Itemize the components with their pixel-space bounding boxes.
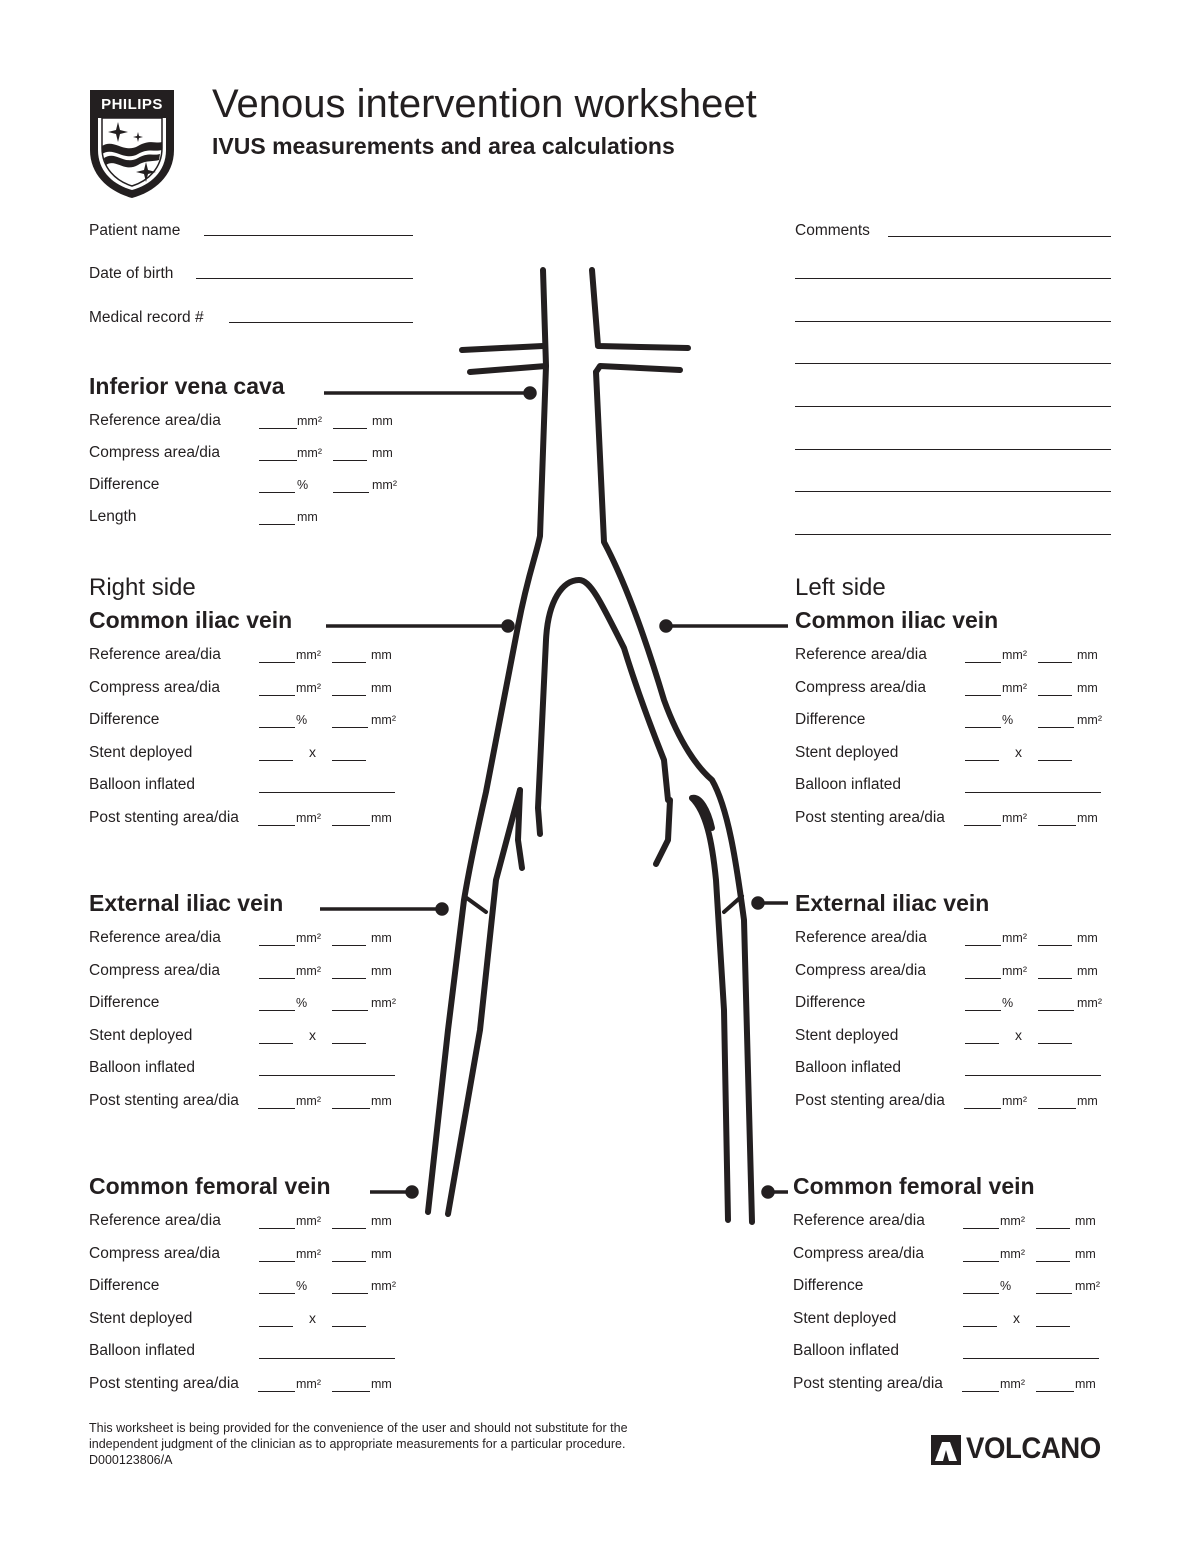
unit-label: mm (371, 681, 392, 695)
unit-label: mm² (372, 478, 397, 492)
post-stenting-label: Post stenting area/dia (795, 1092, 945, 1109)
post-dia-field[interactable] (1038, 1108, 1076, 1109)
compress-dia-field[interactable] (332, 1261, 366, 1262)
unit-label: mm (1077, 1094, 1098, 1108)
ivc-length-field[interactable] (259, 524, 295, 525)
reference-label: Reference area/dia (793, 1212, 925, 1229)
unit-label: mm (372, 414, 393, 428)
unit-label: mm (371, 1247, 392, 1261)
compress-label: Compress area/dia (89, 1245, 220, 1262)
stent-length-field[interactable] (332, 760, 366, 761)
balloon-field[interactable] (259, 1358, 395, 1359)
page-subtitle: IVUS measurements and area calculations (212, 133, 675, 159)
unit-label: mm (1075, 1214, 1096, 1228)
compress-dia-field[interactable] (1036, 1261, 1070, 1262)
unit-label: mm (1077, 964, 1098, 978)
unit-label: mm (1075, 1247, 1096, 1261)
unit-label: mm² (297, 446, 322, 460)
difference-pct-field[interactable] (965, 727, 1001, 728)
ivc-left-wall-top (470, 270, 546, 372)
stent-label: Stent deployed (795, 1027, 899, 1044)
balloon-field[interactable] (259, 1075, 395, 1076)
unit-label: mm (297, 510, 318, 524)
unit-label: mm² (297, 414, 322, 428)
stent-label: Stent deployed (89, 744, 193, 761)
balloon-label: Balloon inflated (795, 1059, 901, 1076)
left-common-iliac-fields (795, 646, 1135, 906)
stent-length-field[interactable] (332, 1043, 366, 1044)
right-side-heading: Right side (89, 574, 196, 601)
times-label: x (1015, 1027, 1022, 1043)
unit-label: mm (371, 811, 392, 825)
unit-label: mm² (371, 713, 396, 727)
compress-dia-field[interactable] (332, 978, 366, 979)
ivc-diff-pct-field[interactable] (259, 492, 295, 493)
post-dia-field[interactable] (332, 1108, 370, 1109)
difference-area-field[interactable] (1036, 1293, 1072, 1294)
disclaimer (89, 1420, 628, 1468)
unit-label: mm (371, 964, 392, 978)
document-code: D000123806/A (89, 1453, 173, 1467)
compress-area-field[interactable] (259, 978, 295, 979)
stent-length-field[interactable] (332, 1326, 366, 1327)
stent-label: Stent deployed (795, 744, 899, 761)
difference-area-field[interactable] (1038, 727, 1074, 728)
unit-label: mm (1077, 811, 1098, 825)
ivc-length-label: Length (89, 508, 137, 525)
balloon-field[interactable] (965, 1075, 1101, 1076)
left-side-heading: Left side (795, 574, 886, 601)
reference-area-field[interactable] (963, 1228, 999, 1229)
stent-width-field[interactable] (259, 760, 293, 761)
compress-label: Compress area/dia (89, 962, 220, 979)
stent-width-field[interactable] (259, 1326, 293, 1327)
unit-label: mm² (1002, 811, 1027, 825)
unit-label: mm (371, 1214, 392, 1228)
difference-label: Difference (89, 994, 160, 1011)
unit-label: mm (1077, 648, 1098, 662)
post-stenting-label: Post stenting area/dia (793, 1375, 943, 1392)
compress-label: Compress area/dia (89, 679, 220, 696)
reference-dia-field[interactable] (1038, 945, 1072, 946)
unit-label: % (297, 478, 309, 492)
unit-label: mm² (296, 648, 321, 662)
stent-width-field[interactable] (259, 1043, 293, 1044)
stent-label: Stent deployed (89, 1310, 193, 1327)
compress-area-field[interactable] (965, 695, 1001, 696)
reference-label: Reference area/dia (89, 929, 221, 946)
balloon-label: Balloon inflated (89, 1342, 195, 1359)
unit-label: mm² (1000, 1377, 1025, 1391)
stent-length-field[interactable] (1036, 1326, 1070, 1327)
stent-label: Stent deployed (89, 1027, 193, 1044)
right-external-iliac-heading: External iliac vein (89, 890, 284, 916)
balloon-field[interactable] (965, 792, 1101, 793)
unit-label: mm² (296, 964, 321, 978)
right-common-femoral-heading: Common femoral vein (89, 1173, 331, 1199)
reference-area-field[interactable] (259, 945, 295, 946)
unit-label: mm² (296, 1377, 321, 1391)
times-label: x (309, 744, 316, 760)
post-stenting-label: Post stenting area/dia (795, 809, 945, 826)
difference-pct-field[interactable] (259, 1010, 295, 1011)
balloon-label: Balloon inflated (793, 1342, 899, 1359)
balloon-field[interactable] (963, 1358, 1099, 1359)
unit-label: mm² (1077, 713, 1102, 727)
dob-label: Date of birth (89, 265, 174, 282)
ivc-ref-area-field[interactable] (259, 428, 297, 429)
difference-pct-field[interactable] (259, 727, 295, 728)
unit-label: mm (1077, 931, 1098, 945)
balloon-label: Balloon inflated (89, 1059, 195, 1076)
unit-label: mm² (1002, 681, 1027, 695)
post-area-field[interactable] (962, 1391, 999, 1392)
reference-dia-field[interactable] (332, 945, 366, 946)
unit-label: mm² (371, 996, 396, 1010)
right-common-iliac-fields (89, 646, 429, 906)
times-label: x (309, 1310, 316, 1326)
difference-area-field[interactable] (332, 727, 368, 728)
post-area-field[interactable] (258, 1391, 295, 1392)
difference-pct-field[interactable] (259, 1293, 295, 1294)
unit-label: mm² (1002, 1094, 1027, 1108)
post-dia-field[interactable] (332, 1391, 370, 1392)
unit-label: mm² (296, 811, 321, 825)
mrn-label: Medical record # (89, 309, 204, 326)
post-dia-field[interactable] (332, 825, 370, 826)
reference-dia-field[interactable] (1038, 662, 1072, 663)
difference-label: Difference (89, 1277, 160, 1294)
compress-label: Compress area/dia (795, 962, 926, 979)
unit-label: mm² (296, 1094, 321, 1108)
unit-label: mm (1075, 1377, 1096, 1391)
unit-label: mm² (1000, 1247, 1025, 1261)
volcano-mark-icon (930, 1434, 962, 1466)
reference-dia-field[interactable] (332, 1228, 366, 1229)
post-area-field[interactable] (964, 825, 1001, 826)
left-external-iliac-fields (795, 929, 1135, 1189)
unit-label: mm² (1077, 996, 1102, 1010)
reference-label: Reference area/dia (89, 646, 221, 663)
unit-label: mm (1077, 681, 1098, 695)
unit-label: % (1002, 713, 1014, 727)
page-title: Venous intervention worksheet (212, 82, 757, 126)
compress-dia-field[interactable] (332, 695, 366, 696)
left-common-femoral-heading: Common femoral vein (793, 1173, 1035, 1199)
difference-label: Difference (795, 711, 866, 728)
unit-label: % (1000, 1279, 1012, 1293)
unit-label: mm² (1002, 931, 1027, 945)
compress-area-field[interactable] (259, 1261, 295, 1262)
right-common-iliac-heading: Common iliac vein (89, 607, 293, 633)
unit-label: mm² (296, 681, 321, 695)
ivc-comp-label: Compress area/dia (89, 444, 220, 461)
unit-label: mm (371, 931, 392, 945)
ivc-diff-label: Difference (89, 476, 160, 493)
unit-label: % (296, 1279, 308, 1293)
disclaimer-line: independent judgment of the clinician as to appropriate measurements for a particular procedure. (89, 1437, 626, 1451)
comments-label: Comments (795, 222, 870, 239)
unit-label: mm (371, 1377, 392, 1391)
balloon-field[interactable] (259, 792, 395, 793)
difference-label: Difference (795, 994, 866, 1011)
difference-label: Difference (89, 711, 160, 728)
stent-width-field[interactable] (965, 1043, 999, 1044)
stent-length-field[interactable] (1038, 760, 1072, 761)
unit-label: % (296, 713, 308, 727)
left-common-iliac-heading: Common iliac vein (795, 607, 999, 633)
compress-area-field[interactable] (963, 1261, 999, 1262)
post-dia-field[interactable] (1036, 1391, 1074, 1392)
times-label: x (309, 1027, 316, 1043)
difference-label: Difference (793, 1277, 864, 1294)
difference-pct-field[interactable] (965, 1010, 1001, 1011)
reference-area-field[interactable] (259, 1228, 295, 1229)
reference-dia-field[interactable] (332, 662, 366, 663)
unit-label: mm² (371, 1279, 396, 1293)
unit-label: mm (371, 648, 392, 662)
compress-area-field[interactable] (259, 695, 295, 696)
unit-label: % (1002, 996, 1014, 1010)
compress-dia-field[interactable] (1038, 978, 1072, 979)
reference-label: Reference area/dia (795, 646, 927, 663)
unit-label: mm² (296, 1214, 321, 1228)
volcano-wordmark: VOLCANO (966, 1432, 1101, 1465)
reference-label: Reference area/dia (89, 1212, 221, 1229)
unit-label: mm (372, 446, 393, 460)
post-stenting-label: Post stenting area/dia (89, 1375, 239, 1392)
compress-area-field[interactable] (965, 978, 1001, 979)
post-dia-field[interactable] (1038, 825, 1076, 826)
left-external-iliac-heading: External iliac vein (795, 890, 990, 916)
unit-label: mm² (1002, 648, 1027, 662)
compress-label: Compress area/dia (793, 1245, 924, 1262)
ivc-diff-area-field[interactable] (333, 492, 369, 493)
stent-length-field[interactable] (1038, 1043, 1072, 1044)
times-label: x (1013, 1310, 1020, 1326)
unit-label: mm² (296, 1247, 321, 1261)
ivc-comp-dia-field[interactable] (333, 460, 367, 461)
balloon-label: Balloon inflated (89, 776, 195, 793)
compress-label: Compress area/dia (795, 679, 926, 696)
difference-pct-field[interactable] (963, 1293, 999, 1294)
stent-width-field[interactable] (965, 760, 999, 761)
post-stenting-label: Post stenting area/dia (89, 1092, 239, 1109)
post-area-field[interactable] (258, 1108, 295, 1109)
disclaimer-line: This worksheet is being provided for the convenience of the user and should not substitute for the (89, 1421, 628, 1435)
reference-dia-field[interactable] (1036, 1228, 1070, 1229)
times-label: x (1015, 744, 1022, 760)
post-area-field[interactable] (964, 1108, 1001, 1109)
difference-area-field[interactable] (332, 1293, 368, 1294)
stent-label: Stent deployed (793, 1310, 897, 1327)
unit-label: mm (371, 1094, 392, 1108)
compress-dia-field[interactable] (1038, 695, 1072, 696)
ivc-comp-area-field[interactable] (259, 460, 297, 461)
difference-area-field[interactable] (1038, 1010, 1074, 1011)
post-area-field[interactable] (258, 825, 295, 826)
patient-name-label: Patient name (89, 222, 181, 239)
reference-label: Reference area/dia (795, 929, 927, 946)
unit-label: mm² (296, 931, 321, 945)
right-external-iliac-fields (89, 929, 429, 1189)
ivc-heading: Inferior vena cava (89, 373, 285, 399)
balloon-label: Balloon inflated (795, 776, 901, 793)
reference-area-field[interactable] (965, 945, 1001, 946)
post-stenting-label: Post stenting area/dia (89, 809, 239, 826)
ivc-ref-dia-field[interactable] (333, 428, 367, 429)
ivc-ref-label: Reference area/dia (89, 412, 221, 429)
reference-area-field[interactable] (259, 662, 295, 663)
stent-width-field[interactable] (963, 1326, 997, 1327)
philips-wordmark: PHILIPS (101, 96, 163, 113)
reference-area-field[interactable] (965, 662, 1001, 663)
unit-label: mm² (1000, 1214, 1025, 1228)
unit-label: mm² (1075, 1279, 1100, 1293)
unit-label: mm² (1002, 964, 1027, 978)
unit-label: % (296, 996, 308, 1010)
difference-area-field[interactable] (332, 1010, 368, 1011)
